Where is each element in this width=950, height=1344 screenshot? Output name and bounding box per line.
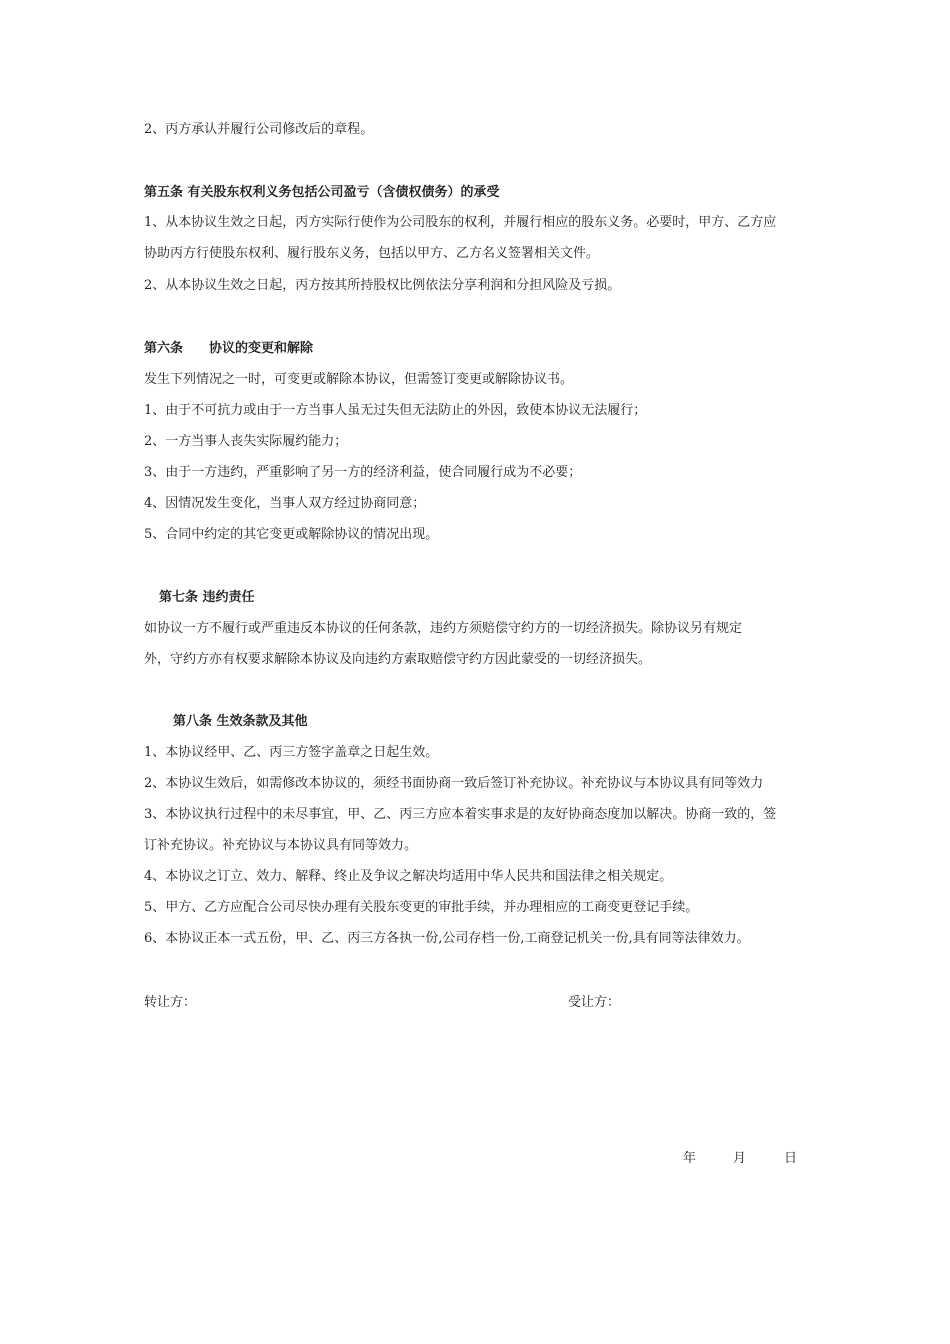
- clause-6-item-4: 4、因情况发生变化，当事人双方经过协商同意；: [144, 496, 426, 511]
- clause-6-item-3: 3、由于一方违约，严重影响了另一方的经济利益，使合同履行成为不必要；: [144, 465, 582, 480]
- date-year: 年: [683, 1151, 697, 1166]
- clause-7-text-2: 外，守约方亦有权要求解除本协议及向违约方索取赔偿守约方因此蒙受的一切经济损失。: [144, 652, 652, 667]
- clause-6-item-5: 5、合同中约定的其它变更或解除协议的情况出现。: [144, 527, 439, 542]
- section-heading-article-6: 第六条 协议的变更和解除: [144, 341, 314, 356]
- section-heading-article-8: 第八条 生效条款及其他: [173, 714, 308, 729]
- clause-6-item-1: 1、由于不可抗力或由于一方当事人虽无过失但无法防止的外因，致使本协议无法履行；: [144, 403, 647, 418]
- section-heading-article-5: 第五条 有关股东权利义务包括公司盈亏（含债权债务）的承受: [144, 185, 500, 200]
- clause-8-item-1: 1、本协议经甲、乙、丙三方签字盖章之日起生效。: [144, 745, 439, 760]
- clause-7-text-1: 如协议一方不履行或严重违反本协议的任何条款，违约方须赔偿守约方的一切经济损失。除协议另有规定: [144, 621, 743, 636]
- transferor-label: 转让方：: [144, 995, 197, 1010]
- section-heading-article-7: 第七条 违约责任: [159, 590, 255, 605]
- clause-6-intro: 发生下列情况之一时，可变更或解除本协议，但需签订变更或解除协议书。: [144, 372, 574, 387]
- clause-8-item-5: 5、甲方、乙方应配合公司尽快办理有关股东变更的审批手续，并办理相应的工商变更登记手续。: [144, 900, 699, 915]
- clause-8-item-3: 3、本协议执行过程中的未尽事宜，甲、乙、丙三方应本着实事求是的友好协商态度加以解决。协商一致的，签: [144, 807, 777, 822]
- clause-6-item-2: 2、一方当事人丧失实际履约能力；: [144, 434, 348, 449]
- clause-8-item-6: 6、本协议正本一式五份，甲、乙、丙三方各执一份,公司存档一份,工商登记机关一份,具有同等法律效力。: [144, 931, 750, 946]
- clause-5-item-1-cont: 协助丙方行使股东权利、履行股东义务，包括以甲方、乙方名义签署相关文件。: [144, 246, 600, 261]
- clause-5-item-1: 1、从本协议生效之日起，丙方实际行使作为公司股东的权利，并履行相应的股东义务。必要时，甲方、乙方应: [144, 215, 777, 230]
- clause-8-item-2: 2、本协议生效后，如需修改本协议的，须经书面协商一致后签订补充协议。补充协议与本协议具有同等效力: [144, 776, 764, 791]
- clause-8-item-4: 4、本协议之订立、效力、解释、终止及争议之解决均适用中华人民共和国法律之相关规定。: [144, 869, 673, 884]
- clause-8-item-3-cont: 订补充协议。补充协议与本协议具有同等效力。: [144, 838, 418, 853]
- transferee-label: 受让方：: [568, 995, 621, 1010]
- clause-5-item-2: 2、从本协议生效之日起，丙方按其所持股权比例依法分享利润和分担风险及亏损。: [144, 278, 621, 293]
- clause-4-item-2: 2、丙方承认并履行公司修改后的章程。: [144, 122, 374, 137]
- date-month: 月: [733, 1151, 747, 1166]
- date-day: 日: [784, 1151, 798, 1166]
